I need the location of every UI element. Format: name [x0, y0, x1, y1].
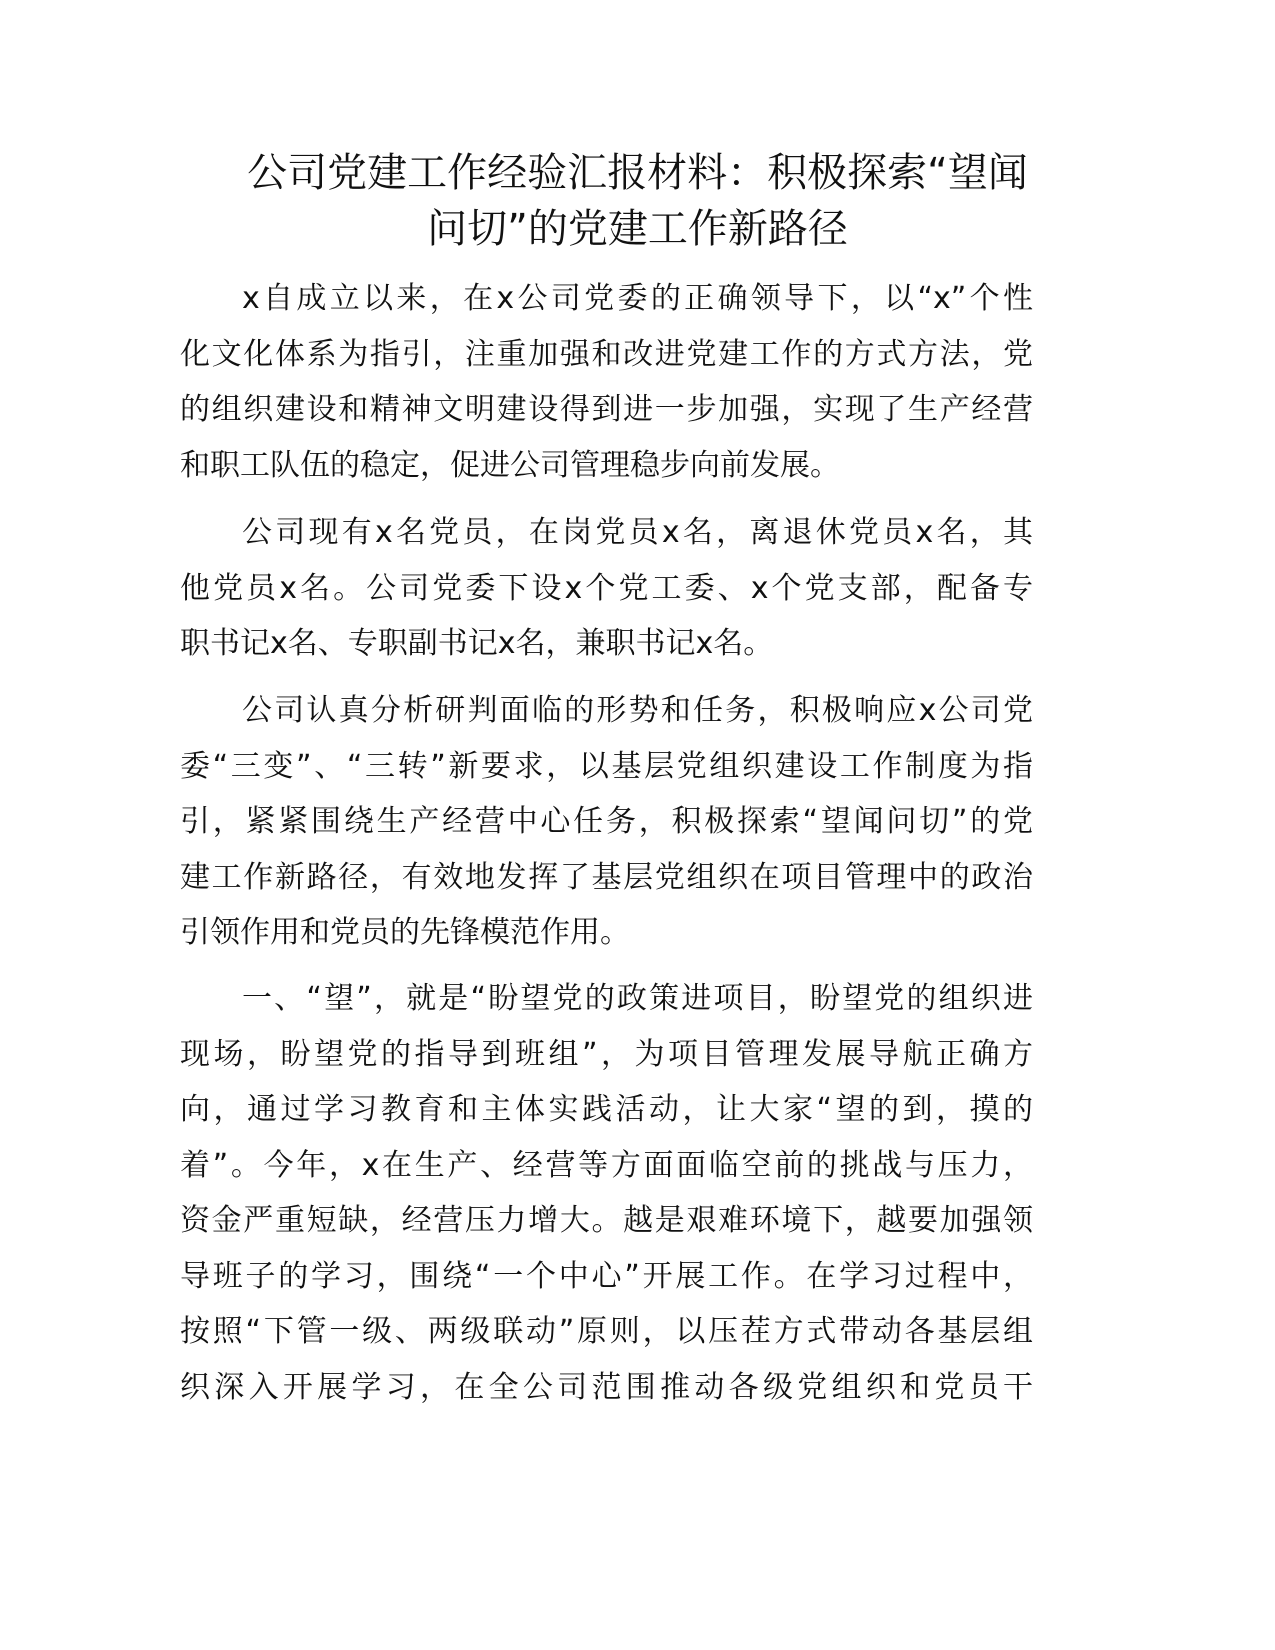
- paragraph-line: 公司认真分析研判面临的形势和任务，积极响应x公司党: [242, 693, 1033, 728]
- title-line: 问切”的党建工作新路径: [427, 206, 848, 252]
- paragraph-line: 导班子的学习，围绕“一个中心”开展工作。在学习过程中，: [180, 1258, 1033, 1294]
- title-line: 公司党建工作经验汇报材料：积极探索“望闻: [247, 150, 1028, 196]
- paragraph-line: 的组织建设和精神文明建设得到进一步加强，实现了生产经营: [180, 392, 1033, 427]
- paragraph-line: 建工作新路径，有效地发挥了基层党组织在项目管理中的政治: [180, 859, 1033, 895]
- paragraph-line: 向，通过学习教育和主体实践活动，让大家“望的到，摸的: [180, 1092, 1033, 1127]
- body-paragraph: [180, 271, 1033, 493]
- body-paragraph: [180, 505, 1033, 672]
- paragraph-line: 引，紧紧围绕生产经营中心任务，积极探索“望闻问切”的党: [180, 804, 1033, 839]
- paragraph-line: 和职工队伍的稳定，促进公司管理稳步向前发展。: [180, 447, 840, 483]
- paragraph-line: x自成立以来，在x公司党委的正确领导下，以“x”个性: [242, 281, 1033, 316]
- paragraph-line: 委“三变”、“三转”新要求，以基层党组织建设工作制度为指: [180, 748, 1033, 784]
- paragraph-line: 公司现有x名党员，在岗党员x名，离退休党员x名，其: [242, 515, 1033, 550]
- paragraph-line: 一、“望”，就是“盼望党的政策进项目，盼望党的组织进: [242, 981, 1033, 1016]
- paragraph-line: 职书记x名、专职副书记x名，兼职书记x名。: [180, 626, 774, 661]
- paragraph-line: 按照“下管一级、两级联动”原则，以压茬方式带动各基层组: [180, 1314, 1033, 1349]
- document-title: [150, 145, 1125, 257]
- paragraph-line: 现场，盼望党的指导到班组”，为项目管理发展导航正确方: [180, 1036, 1033, 1072]
- paragraph-line: 引领作用和党员的先锋模范作用。: [180, 915, 630, 950]
- paragraph-line: 他党员x名。公司党委下设x个党工委、x个党支部，配备专: [180, 570, 1033, 606]
- body-paragraph: [180, 971, 1033, 1415]
- paragraph-line: 资金严重短缺，经营压力增大。越是艰难环境下，越要加强领: [180, 1203, 1033, 1238]
- paragraph-line: 着”。今年，x在生产、经营等方面面临空前的挑战与压力，: [180, 1147, 1033, 1183]
- paragraph-line: 织深入开展学习，在全公司范围推动各级党组织和党员干: [180, 1369, 1033, 1405]
- body-paragraph: [180, 683, 1033, 961]
- paragraph-line: 化文化体系为指引，注重加强和改进党建工作的方式方法，党: [180, 336, 1033, 372]
